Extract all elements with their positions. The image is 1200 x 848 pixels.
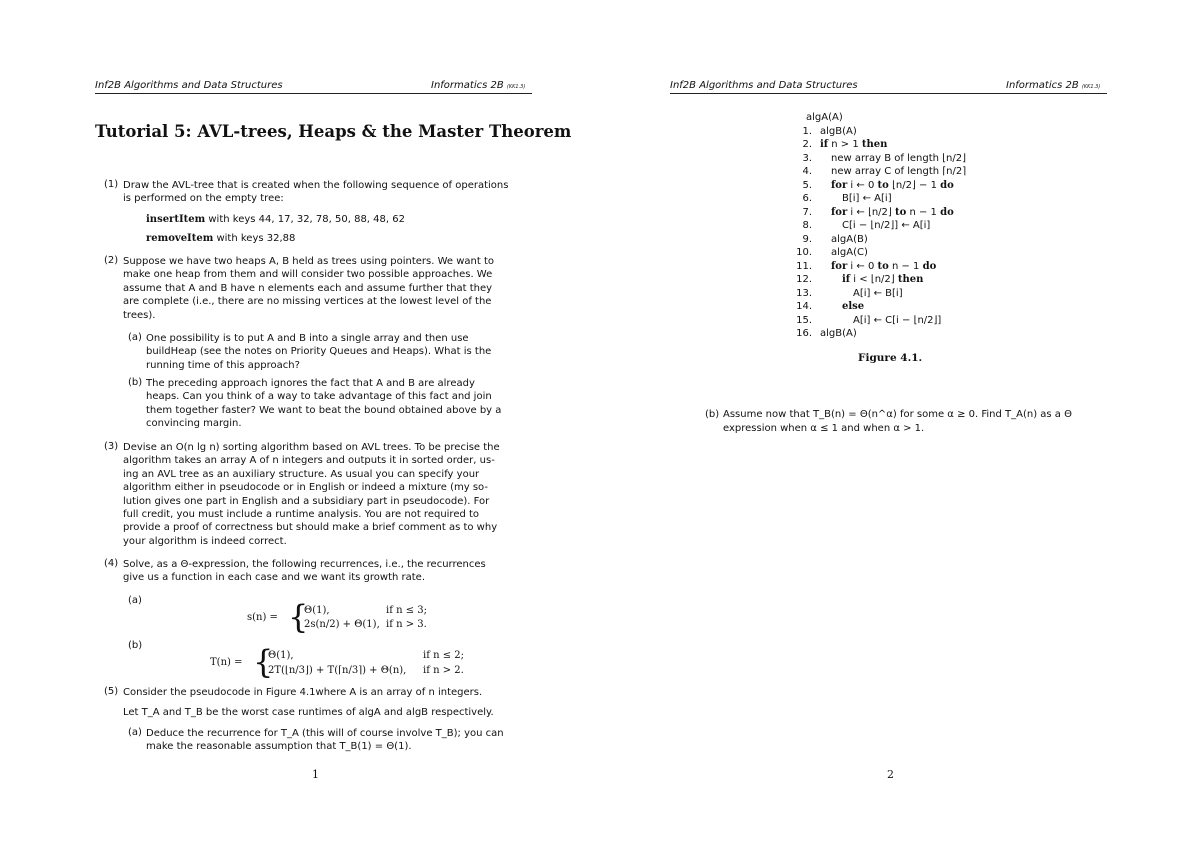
q1-line: is performed on the empty tree: bbox=[123, 193, 284, 205]
q4b-brace: { bbox=[253, 643, 274, 681]
remove-keys: with keys 32,88 bbox=[213, 233, 296, 244]
running-header-left: Inf2B Algorithms and Data Structures bbox=[670, 80, 858, 91]
q5a-number: (a) bbox=[128, 727, 142, 738]
q4-number: (4) bbox=[104, 558, 119, 569]
q2-line: make one heap from them and will consider two possible approaches. We bbox=[123, 269, 493, 281]
q3-line: full credit, you must include a runtime analysis. You are not required to bbox=[123, 509, 480, 521]
line-number: 7. bbox=[802, 206, 812, 218]
q1-remove bbox=[146, 232, 295, 245]
q3-line: provide a proof of correctness but should make a brief comment as to why bbox=[123, 522, 498, 534]
q2-line: are complete (i.e., there are no missing vertices at the lowest level of the bbox=[123, 296, 492, 308]
qb-line1: Assume now that T_B(n) = Θ(n^α) for some α ≥ 0. Find T_A(n) as a Θ bbox=[723, 409, 1072, 420]
code-text: C[i − ⌊n/2⌋] ← A[i] bbox=[842, 220, 931, 231]
q5a-line: make the reasonable assumption that T_B(1) = Θ(1). bbox=[146, 741, 412, 753]
line-number: 1. bbox=[802, 125, 812, 137]
line-number: 3. bbox=[802, 152, 812, 164]
line-number: 8. bbox=[802, 220, 812, 231]
q3-line: Devise an O(n lg n) sorting algorithm based on AVL trees. To be precise the bbox=[123, 442, 500, 453]
code-text: if n > 1 then bbox=[820, 139, 888, 150]
running-header-right bbox=[431, 80, 525, 91]
code-text: A[i] ← C[i − ⌊n/2⌋] bbox=[853, 314, 942, 326]
running-header-left: Inf2B Algorithms and Data Structures bbox=[95, 80, 283, 91]
q4a-cond2: if n > 3. bbox=[386, 619, 427, 630]
q4b-case1: Θ(1), bbox=[268, 650, 294, 661]
line-number: 4. bbox=[802, 166, 812, 177]
q5-line2: Let T_A and T_B be the worst case runtimes of algA and algB respectively. bbox=[123, 707, 494, 718]
line-number: 13. bbox=[796, 287, 812, 299]
code-text: algB(A) bbox=[820, 328, 857, 339]
q2-line: assume that A and B have n elements each and assume further that they bbox=[123, 282, 493, 294]
q3-line: your algorithm is indeed correct. bbox=[123, 535, 287, 547]
code-text: if i < ⌊n/2⌋ then bbox=[842, 274, 924, 285]
code-text: else bbox=[842, 301, 865, 312]
q2-line: trees). bbox=[123, 309, 156, 321]
q4-line: give us a function in each case and we want its growth rate. bbox=[123, 572, 425, 584]
line-number: 5. bbox=[802, 179, 812, 191]
code-text: algB(A) bbox=[820, 125, 857, 137]
q2a-text bbox=[146, 332, 532, 372]
code-text: algA(B) bbox=[831, 233, 868, 245]
q2a-line: running time of this approach? bbox=[146, 359, 300, 371]
q4b-number: (b) bbox=[128, 640, 143, 651]
line-number: 10. bbox=[796, 247, 812, 258]
q2b-number: (b) bbox=[128, 377, 143, 388]
q4a-lhs: s(n) = bbox=[247, 612, 278, 623]
q3-number: (3) bbox=[104, 441, 119, 452]
q5a-line: Deduce the recurrence for T_A (this will of course involve T_B); you can bbox=[146, 728, 504, 739]
q2a-line: buildHeap (see the notes on Priority Queues and Heaps). What is the bbox=[146, 346, 492, 358]
q2b-line: them together faster? We want to beat the bound obtained above by a bbox=[146, 404, 502, 416]
running-header-right bbox=[1006, 80, 1100, 91]
q3-line: lution gives one part in English and a subsidiary part in pseudocode). For bbox=[123, 495, 490, 507]
q2a-line: One possibility is to put A and B into a single array and then use bbox=[146, 333, 469, 344]
page-number: 2 bbox=[887, 768, 894, 781]
q4-text bbox=[123, 558, 532, 585]
header-version: (KK1.3) bbox=[1081, 84, 1101, 90]
line-number: 14. bbox=[796, 301, 812, 312]
code-text: new array C of length ⌈n/2⌉ bbox=[831, 166, 967, 177]
q5-number: (5) bbox=[104, 686, 119, 697]
q3-line: algorithm either in pseudocode or in English or indeed a mixture (my so- bbox=[123, 482, 488, 494]
q5-line1: Consider the pseudocode in Figure 4.1where A is an array of n integers. bbox=[123, 687, 483, 698]
q2b-line: convincing margin. bbox=[146, 418, 242, 430]
line-number: 6. bbox=[802, 193, 812, 204]
q2b-line: heaps. Can you think of a way to take advantage of this fact and join bbox=[146, 391, 492, 403]
figure-caption: Figure 4.1. bbox=[858, 352, 923, 364]
qb-line2: expression when α ≤ 1 and when α > 1. bbox=[723, 423, 925, 434]
line-number: 16. bbox=[796, 328, 812, 339]
q2-text bbox=[123, 255, 532, 322]
q4b-cond1: if n ≤ 2; bbox=[423, 650, 464, 661]
q3-line: ing an AVL tree as an auxiliary structure. As usual you can specify your bbox=[123, 468, 480, 480]
q2b-line: The preceding approach ignores the fact that A and B are already bbox=[146, 378, 475, 389]
insert-keys: with keys 44, 17, 32, 78, 50, 88, 48, 62 bbox=[205, 214, 405, 225]
q4a-case2: 2s(n/2) + Θ(1), bbox=[304, 619, 380, 630]
code-text: algA(C) bbox=[831, 247, 868, 258]
q4a-brace: { bbox=[288, 598, 309, 636]
header-course: Informatics 2B bbox=[1006, 80, 1079, 91]
q2a-number: (a) bbox=[128, 332, 142, 343]
header-rule bbox=[670, 93, 1107, 94]
q4a-case1: Θ(1), bbox=[304, 605, 330, 616]
line-number: 9. bbox=[802, 233, 812, 245]
line-number: 12. bbox=[796, 274, 812, 285]
line-number: 2. bbox=[802, 139, 812, 150]
q4b-cond2: if n > 2. bbox=[423, 665, 464, 676]
code-text: new array B of length ⌊n/2⌋ bbox=[831, 152, 967, 164]
page-number: 1 bbox=[312, 768, 319, 781]
code-text: for i ← 0 to n − 1 do bbox=[831, 260, 937, 272]
page-title: Tutorial 5: AVL-trees, Heaps & the Master Theorem bbox=[95, 122, 572, 141]
code-text: for i ← ⌊n/2⌋ to n − 1 do bbox=[831, 206, 954, 218]
header-version: (KK1.3) bbox=[506, 84, 526, 90]
header-rule bbox=[95, 93, 532, 94]
q2-number: (2) bbox=[104, 255, 119, 266]
remove-op: removeItem bbox=[146, 233, 214, 244]
q5a-text bbox=[146, 727, 532, 754]
q3-line: algorithm takes an array A of n integers and outputs it in sorted order, us- bbox=[123, 455, 495, 467]
q4a-number: (a) bbox=[128, 595, 142, 606]
q1-text bbox=[123, 179, 532, 206]
page-right bbox=[600, 0, 1200, 848]
code-text: algA(A) bbox=[806, 112, 843, 123]
q4-line: Solve, as a Θ-expression, the following recurrences, i.e., the recurrences bbox=[123, 559, 486, 570]
header-course: Informatics 2B bbox=[431, 80, 504, 91]
q4b-lhs: T(n) = bbox=[210, 657, 243, 668]
q2-line: Suppose we have two heaps A, B held as trees using pointers. We want to bbox=[123, 256, 495, 267]
code-text: for i ← 0 to ⌊n/2⌋ − 1 do bbox=[831, 179, 954, 191]
line-number: 11. bbox=[796, 260, 812, 272]
line-number: 15. bbox=[796, 314, 812, 326]
q4b-case2: 2T(⌊n/3⌋) + T(⌈n/3⌉) + Θ(n), bbox=[268, 665, 407, 676]
q4a-cond1: if n ≤ 3; bbox=[386, 605, 427, 616]
q1-insert bbox=[146, 213, 405, 226]
q1-number: (1) bbox=[104, 179, 119, 190]
q3-text bbox=[123, 441, 532, 548]
q1-line: Draw the AVL-tree that is created when the following sequence of operations bbox=[123, 180, 509, 191]
code-text: B[i] ← A[i] bbox=[842, 193, 892, 204]
insert-op: insertItem bbox=[146, 214, 206, 225]
code-text: A[i] ← B[i] bbox=[853, 287, 903, 299]
q2b-text bbox=[146, 377, 532, 431]
qb-number: (b) bbox=[705, 409, 720, 420]
